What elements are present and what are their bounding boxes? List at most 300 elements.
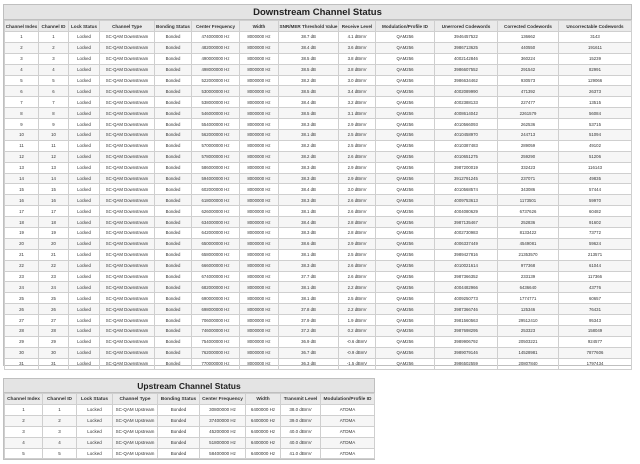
downstream-table-cell: 3986713625: [435, 42, 498, 53]
downstream-table-cell: 16: [39, 195, 69, 206]
downstream-table-cell: 17: [5, 206, 39, 217]
upstream-column-header: Lock Status: [77, 394, 113, 405]
downstream-table-cell: Bonded: [155, 260, 192, 271]
downstream-table-cell: 642000000 Hz: [192, 228, 240, 239]
downstream-table-cell: 1173501: [498, 195, 559, 206]
downstream-table-cell: 49835: [559, 173, 632, 184]
downstream-table-cell: 14: [5, 173, 39, 184]
downstream-table-cell: 530000000 Hz: [192, 86, 240, 97]
downstream-table-cell: SC-QAM Downstream: [100, 97, 155, 108]
downstream-table-cell: 666000000 Hz: [192, 260, 240, 271]
downstream-table-cell: 28: [5, 326, 39, 337]
downstream-table-cell: 2.6 dBmV: [339, 271, 376, 282]
downstream-table-cell: 2.8 dBmV: [339, 228, 376, 239]
downstream-table-cell: 2.5 dBmV: [339, 130, 376, 141]
downstream-table-cell: 4009250773: [435, 293, 498, 304]
downstream-table-cell: Locked: [69, 282, 100, 293]
downstream-table-cell: SC-QAM Downstream: [100, 42, 155, 53]
downstream-table-cell: 2.9 dBmV: [339, 162, 376, 173]
downstream-table-cell: Bonded: [155, 282, 192, 293]
downstream-table-cell: 3986502559: [435, 358, 498, 369]
downstream-table-cell: Bonded: [155, 130, 192, 141]
downstream-column-header: SNR/MER Threshold Value: [279, 21, 339, 32]
upstream-table-cell: Bonded: [158, 437, 200, 448]
upstream-table-cell: 38.0 dBmV: [281, 405, 321, 416]
downstream-table-cell: 8: [39, 108, 69, 119]
downstream-table-row: [5, 271, 632, 282]
upstream-table-cell: Bonded: [158, 405, 200, 416]
downstream-table-cell: 21: [39, 249, 69, 260]
upstream-title: Upstream Channel Status: [4, 379, 374, 393]
downstream-table-cell: SC-QAM Downstream: [100, 347, 155, 358]
downstream-table-cell: 8000000 Hz: [240, 64, 279, 75]
upstream-column-header: Modulation/Profile ID: [321, 394, 375, 405]
downstream-table-cell: Locked: [69, 119, 100, 130]
downstream-table-cell: Locked: [69, 53, 100, 64]
downstream-table-cell: Locked: [69, 238, 100, 249]
downstream-table: [4, 20, 632, 370]
upstream-column-header: Bonding Status: [158, 394, 200, 405]
upstream-table-cell: 4: [5, 437, 43, 448]
downstream-table-row: [5, 336, 632, 347]
downstream-table-cell: 91602: [559, 217, 632, 228]
downstream-table-cell: 2: [5, 42, 39, 53]
downstream-table-cell: 95343: [559, 315, 632, 326]
downstream-table-cell: Bonded: [155, 238, 192, 249]
downstream-table-row: [5, 326, 632, 337]
upstream-panel: [3, 378, 375, 460]
downstream-table-cell: 6: [39, 86, 69, 97]
downstream-table-cell: 262536: [498, 119, 559, 130]
downstream-column-header: Receive Level: [339, 21, 376, 32]
downstream-table-cell: Locked: [69, 140, 100, 151]
downstream-table-cell: 2.6 dBmV: [339, 195, 376, 206]
downstream-table-cell: 38.3 dB: [279, 162, 339, 173]
downstream-table-cell: Bonded: [155, 358, 192, 369]
downstream-table-row: [5, 304, 632, 315]
upstream-table-cell: 6400000 Hz: [246, 426, 281, 437]
downstream-table-cell: 20: [39, 238, 69, 249]
downstream-table-cell: 8000000 Hz: [240, 162, 279, 173]
upstream-table-cell: 6400000 Hz: [246, 448, 281, 459]
downstream-table-cell: Bonded: [155, 326, 192, 337]
downstream-table-cell: 30: [5, 347, 39, 358]
upstream-table-cell: 1: [5, 405, 43, 416]
downstream-table-cell: 578000000 Hz: [192, 151, 240, 162]
upstream-column-header: Channel ID: [43, 394, 77, 405]
downstream-table-cell: Locked: [69, 162, 100, 173]
downstream-table-cell: 8000000 Hz: [240, 195, 279, 206]
downstream-table-row: [5, 86, 632, 97]
downstream-table-cell: Bonded: [155, 119, 192, 130]
downstream-table-cell: 37.8 dB: [279, 304, 339, 315]
upstream-table-cell: Bonded: [158, 415, 200, 426]
downstream-table-cell: SC-QAM Downstream: [100, 336, 155, 347]
downstream-table-cell: 29: [5, 336, 39, 347]
downstream-table-cell: SC-QAM Downstream: [100, 326, 155, 337]
downstream-table-row: [5, 184, 632, 195]
downstream-table-cell: Locked: [69, 151, 100, 162]
downstream-table-cell: 38.4 dB: [279, 184, 339, 195]
downstream-table-cell: QAM256: [376, 53, 435, 64]
downstream-table-cell: 38.1 dB: [279, 249, 339, 260]
downstream-table-cell: SC-QAM Downstream: [100, 140, 155, 151]
upstream-table-cell: ATDMA: [321, 405, 375, 416]
downstream-table-cell: 8000000 Hz: [240, 206, 279, 217]
downstream-table-cell: 237071: [498, 173, 559, 184]
downstream-table-cell: 36.3 dB: [279, 358, 339, 369]
upstream-table-cell: 37400000 Hz: [200, 415, 246, 426]
downstream-table-cell: 59624: [559, 238, 632, 249]
downstream-table-cell: 4549081: [498, 238, 559, 249]
downstream-table-cell: 19: [39, 228, 69, 239]
downstream-table-cell: 38.5 dB: [279, 86, 339, 97]
downstream-table-cell: 16: [5, 195, 39, 206]
upstream-table-cell: Bonded: [158, 426, 200, 437]
downstream-table-row: [5, 217, 632, 228]
downstream-table-cell: 602000000 Hz: [192, 184, 240, 195]
downstream-table-cell: 554000000 Hz: [192, 119, 240, 130]
downstream-table-cell: SC-QAM Downstream: [100, 249, 155, 260]
downstream-table-cell: Locked: [69, 130, 100, 141]
downstream-table-cell: 14: [39, 173, 69, 184]
downstream-table-cell: 8000000 Hz: [240, 184, 279, 195]
downstream-table-cell: 36.9 dB: [279, 336, 339, 347]
downstream-table-cell: Bonded: [155, 249, 192, 260]
downstream-table-cell: -0.9 dBmV: [339, 347, 376, 358]
downstream-table-cell: 3989906792: [435, 336, 498, 347]
downstream-table-cell: 244713: [498, 130, 559, 141]
upstream-column-header: Channel Type: [113, 394, 158, 405]
downstream-table-cell: 498000000 Hz: [192, 64, 240, 75]
downstream-table-cell: Bonded: [155, 228, 192, 239]
downstream-table-cell: 13: [39, 162, 69, 173]
downstream-table-cell: 8000000 Hz: [240, 347, 279, 358]
downstream-column-header: Channel Type: [100, 21, 155, 32]
downstream-table-cell: 3.1 dBmV: [339, 108, 376, 119]
downstream-table-cell: 3987366746: [435, 304, 498, 315]
downstream-table-cell: 8000000 Hz: [240, 249, 279, 260]
downstream-table-cell: Bonded: [155, 53, 192, 64]
downstream-table-cell: 8000000 Hz: [240, 32, 279, 43]
downstream-table-cell: 4008614042: [435, 108, 498, 119]
downstream-table-cell: 38.2 dB: [279, 140, 339, 151]
upstream-header-row: [5, 394, 375, 405]
downstream-table-cell: 6737626: [498, 206, 559, 217]
downstream-table-cell: 706000000 Hz: [192, 315, 240, 326]
upstream-table-row: [5, 448, 375, 459]
upstream-table-cell: SC-QAM Upstream: [113, 415, 158, 426]
upstream-table-cell: 2: [5, 415, 43, 426]
upstream-table: [4, 393, 375, 459]
downstream-title: Downstream Channel Status: [4, 5, 631, 20]
upstream-table-row: [5, 415, 375, 426]
downstream-table-cell: 5: [39, 75, 69, 86]
downstream-table-cell: 24: [39, 282, 69, 293]
downstream-table-cell: 2.5 dBmV: [339, 249, 376, 260]
downstream-table-cell: SC-QAM Downstream: [100, 162, 155, 173]
upstream-table-cell: 6400000 Hz: [246, 437, 281, 448]
downstream-table-cell: Bonded: [155, 304, 192, 315]
downstream-panel: [3, 4, 632, 366]
downstream-column-header: Modulation/Profile ID: [376, 21, 435, 32]
downstream-table-cell: Locked: [69, 108, 100, 119]
downstream-table-cell: 3.0 dBmV: [339, 75, 376, 86]
downstream-table-cell: 8000000 Hz: [240, 140, 279, 151]
downstream-table-cell: 11: [5, 140, 39, 151]
downstream-table-cell: 19: [5, 228, 39, 239]
downstream-table-cell: 1797434: [559, 358, 632, 369]
downstream-table-cell: 4: [5, 64, 39, 75]
upstream-table-cell: 6400000 Hz: [246, 405, 281, 416]
downstream-table-cell: 2.9 dBmV: [339, 119, 376, 130]
downstream-table-cell: 7877606: [559, 347, 632, 358]
downstream-table-cell: 60657: [559, 293, 632, 304]
downstream-table-cell: 746000000 Hz: [192, 326, 240, 337]
downstream-table-cell: 440550: [498, 42, 559, 53]
downstream-table-cell: 3987200019: [435, 162, 498, 173]
downstream-column-header: Width: [240, 21, 279, 32]
downstream-table-cell: 51206: [559, 151, 632, 162]
downstream-table-cell: 1774771: [498, 293, 559, 304]
downstream-table-row: [5, 358, 632, 369]
upstream-column-header: Channel Index: [5, 394, 43, 405]
downstream-table-cell: 10: [5, 130, 39, 141]
downstream-table-cell: Bonded: [155, 32, 192, 43]
downstream-table-cell: Locked: [69, 336, 100, 347]
downstream-table-cell: QAM256: [376, 260, 435, 271]
downstream-table-cell: 977368: [498, 260, 559, 271]
downstream-table-cell: SC-QAM Downstream: [100, 228, 155, 239]
downstream-table-cell: 73772: [559, 228, 632, 239]
downstream-table-cell: 24: [5, 282, 39, 293]
downstream-table-cell: 8000000 Hz: [240, 119, 279, 130]
downstream-table-cell: Bonded: [155, 140, 192, 151]
downstream-table-cell: Locked: [69, 315, 100, 326]
downstream-table-cell: 538000000 Hz: [192, 97, 240, 108]
downstream-table-cell: 38.3 dB: [279, 119, 339, 130]
downstream-table-cell: 20: [5, 238, 39, 249]
downstream-table-cell: 6436640: [498, 282, 559, 293]
downstream-table-cell: 158049: [559, 326, 632, 337]
downstream-table-cell: SC-QAM Downstream: [100, 271, 155, 282]
downstream-table-cell: 3.8 dBmV: [339, 64, 376, 75]
upstream-table-cell: SC-QAM Upstream: [113, 448, 158, 459]
upstream-table-cell: 58400000 Hz: [200, 448, 246, 459]
upstream-table-row: [5, 405, 375, 416]
downstream-table-cell: QAM256: [376, 282, 435, 293]
downstream-table-cell: 762000000 Hz: [192, 347, 240, 358]
downstream-table-cell: 8000000 Hz: [240, 151, 279, 162]
downstream-table-cell: SC-QAM Downstream: [100, 358, 155, 369]
downstream-table-cell: 38.3 dB: [279, 173, 339, 184]
downstream-table-cell: 21353570: [498, 249, 559, 260]
downstream-table-cell: 23: [5, 271, 39, 282]
downstream-table-cell: SC-QAM Downstream: [100, 151, 155, 162]
downstream-table-cell: Locked: [69, 249, 100, 260]
downstream-table-cell: 698000000 Hz: [192, 304, 240, 315]
downstream-table-cell: 61044: [559, 260, 632, 271]
downstream-table-row: [5, 260, 632, 271]
downstream-table-cell: SC-QAM Downstream: [100, 238, 155, 249]
downstream-table-cell: 37.7 dB: [279, 271, 339, 282]
downstream-table-row: [5, 140, 632, 151]
downstream-table-cell: Bonded: [155, 293, 192, 304]
downstream-table-cell: 4002730983: [435, 228, 498, 239]
downstream-table-cell: 213571: [559, 249, 632, 260]
downstream-table-row: [5, 32, 632, 43]
downstream-table-cell: QAM256: [376, 151, 435, 162]
downstream-column-header: Uncorrectable Codewords: [559, 21, 632, 32]
downstream-table-cell: QAM256: [376, 42, 435, 53]
downstream-table-cell: 25: [39, 293, 69, 304]
downstream-table-cell: 9: [5, 119, 39, 130]
downstream-table-cell: QAM256: [376, 293, 435, 304]
upstream-table-cell: 2: [43, 415, 77, 426]
downstream-table-row: [5, 315, 632, 326]
downstream-table-cell: 51094: [559, 130, 632, 141]
downstream-table-cell: QAM256: [376, 304, 435, 315]
downstream-table-row: [5, 151, 632, 162]
downstream-table-cell: 2.9 dBmV: [339, 238, 376, 249]
downstream-table-cell: Locked: [69, 32, 100, 43]
downstream-table-cell: 38.4 dB: [279, 217, 339, 228]
downstream-table-row: [5, 130, 632, 141]
downstream-table-cell: QAM256: [376, 162, 435, 173]
downstream-table-cell: 8000000 Hz: [240, 75, 279, 86]
downstream-table-cell: QAM256: [376, 32, 435, 43]
downstream-table-cell: QAM256: [376, 130, 435, 141]
downstream-table-row: [5, 42, 632, 53]
downstream-table-cell: SC-QAM Downstream: [100, 108, 155, 119]
downstream-table-cell: 31: [39, 358, 69, 369]
downstream-table-cell: 1: [5, 32, 39, 43]
downstream-table-cell: 626000000 Hz: [192, 206, 240, 217]
downstream-table-cell: 7: [5, 97, 39, 108]
downstream-table-cell: SC-QAM Downstream: [100, 304, 155, 315]
downstream-table-cell: 3.0 dBmV: [339, 184, 376, 195]
upstream-table-cell: 4: [43, 437, 77, 448]
downstream-table-cell: 586000000 Hz: [192, 162, 240, 173]
downstream-table-cell: Locked: [69, 217, 100, 228]
upstream-body: [5, 405, 375, 459]
downstream-table-cell: 8: [5, 108, 39, 119]
downstream-table-cell: 227477: [498, 97, 559, 108]
downstream-table-cell: Locked: [69, 184, 100, 195]
downstream-table-cell: 682000000 Hz: [192, 282, 240, 293]
upstream-table-cell: 39.0 dBmV: [281, 415, 321, 426]
downstream-table-cell: 8000000 Hz: [240, 315, 279, 326]
downstream-table-cell: 360224: [498, 53, 559, 64]
downstream-table-cell: QAM256: [376, 195, 435, 206]
downstream-table-cell: 4004080629: [435, 206, 498, 217]
downstream-table-cell: 924577: [559, 336, 632, 347]
downstream-table-cell: 3.6 dBmV: [339, 42, 376, 53]
downstream-table-cell: 15: [39, 184, 69, 195]
downstream-table-cell: Locked: [69, 64, 100, 75]
downstream-table-row: [5, 97, 632, 108]
downstream-table-cell: 546000000 Hz: [192, 108, 240, 119]
downstream-table-cell: SC-QAM Downstream: [100, 75, 155, 86]
downstream-table-cell: SC-QAM Downstream: [100, 282, 155, 293]
downstream-table-cell: SC-QAM Downstream: [100, 206, 155, 217]
downstream-table-cell: 522000000 Hz: [192, 75, 240, 86]
downstream-table-cell: 8000000 Hz: [240, 173, 279, 184]
downstream-column-header: Lock Status: [69, 21, 100, 32]
downstream-table-row: [5, 195, 632, 206]
downstream-table-cell: 2.5 dBmV: [339, 140, 376, 151]
upstream-table-cell: 51800000 Hz: [200, 437, 246, 448]
upstream-table-row: [5, 426, 375, 437]
downstream-table-cell: 36.7 dB: [279, 347, 339, 358]
downstream-table-cell: 3946457522: [435, 32, 498, 43]
downstream-table-cell: 9: [39, 119, 69, 130]
downstream-table-cell: QAM256: [376, 184, 435, 195]
downstream-table-cell: 2.5 dBmV: [339, 293, 376, 304]
downstream-table-cell: 2.2 dBmV: [339, 304, 376, 315]
downstream-column-header: Center Frequency: [192, 21, 240, 32]
downstream-table-cell: QAM256: [376, 271, 435, 282]
downstream-table-cell: 57444: [559, 184, 632, 195]
downstream-table-cell: SC-QAM Downstream: [100, 315, 155, 326]
downstream-table-cell: 56084: [559, 108, 632, 119]
downstream-table-cell: 343086: [498, 184, 559, 195]
downstream-table-cell: 8000000 Hz: [240, 238, 279, 249]
downstream-table-cell: 674000000 Hz: [192, 271, 240, 282]
downstream-table-cell: 8000000 Hz: [240, 271, 279, 282]
downstream-table-cell: 31: [5, 358, 39, 369]
downstream-table-cell: QAM256: [376, 119, 435, 130]
downstream-table-cell: SC-QAM Downstream: [100, 130, 155, 141]
downstream-table-cell: 3.4 dBmV: [339, 86, 376, 97]
downstream-table-cell: 38.3 dB: [279, 260, 339, 271]
downstream-table-cell: 18: [39, 217, 69, 228]
downstream-table-cell: 21: [5, 249, 39, 260]
downstream-table-row: [5, 228, 632, 239]
downstream-table-cell: Bonded: [155, 42, 192, 53]
downstream-table-cell: Locked: [69, 271, 100, 282]
downstream-table-cell: Locked: [69, 293, 100, 304]
downstream-table-cell: QAM256: [376, 358, 435, 369]
downstream-table-cell: 8000000 Hz: [240, 260, 279, 271]
upstream-table-cell: ATDMA: [321, 415, 375, 426]
downstream-table-row: [5, 249, 632, 260]
downstream-table-cell: Bonded: [155, 195, 192, 206]
downstream-table-cell: Locked: [69, 206, 100, 217]
upstream-column-header: Width: [246, 394, 281, 405]
downstream-table-cell: 754000000 Hz: [192, 336, 240, 347]
downstream-table-cell: Locked: [69, 347, 100, 358]
downstream-table-cell: 38.5 dB: [279, 64, 339, 75]
downstream-table-cell: 2.6 dBmV: [339, 260, 376, 271]
downstream-table-cell: 291542: [498, 64, 559, 75]
downstream-table-cell: 27: [5, 315, 39, 326]
downstream-table-cell: Locked: [69, 228, 100, 239]
downstream-table-cell: 3987135467: [435, 217, 498, 228]
downstream-table-cell: 38.2 dB: [279, 151, 339, 162]
downstream-table-cell: Bonded: [155, 86, 192, 97]
upstream-table-cell: ATDMA: [321, 448, 375, 459]
downstream-table-cell: 30: [39, 347, 69, 358]
upstream-column-header: Center Frequency: [200, 394, 246, 405]
downstream-table-cell: 1.9 dBmV: [339, 315, 376, 326]
downstream-table-cell: 23: [39, 271, 69, 282]
downstream-body: [5, 32, 632, 370]
downstream-table-cell: QAM256: [376, 206, 435, 217]
downstream-table-cell: QAM256: [376, 173, 435, 184]
downstream-table-cell: SC-QAM Downstream: [100, 119, 155, 130]
downstream-table-cell: QAM256: [376, 75, 435, 86]
